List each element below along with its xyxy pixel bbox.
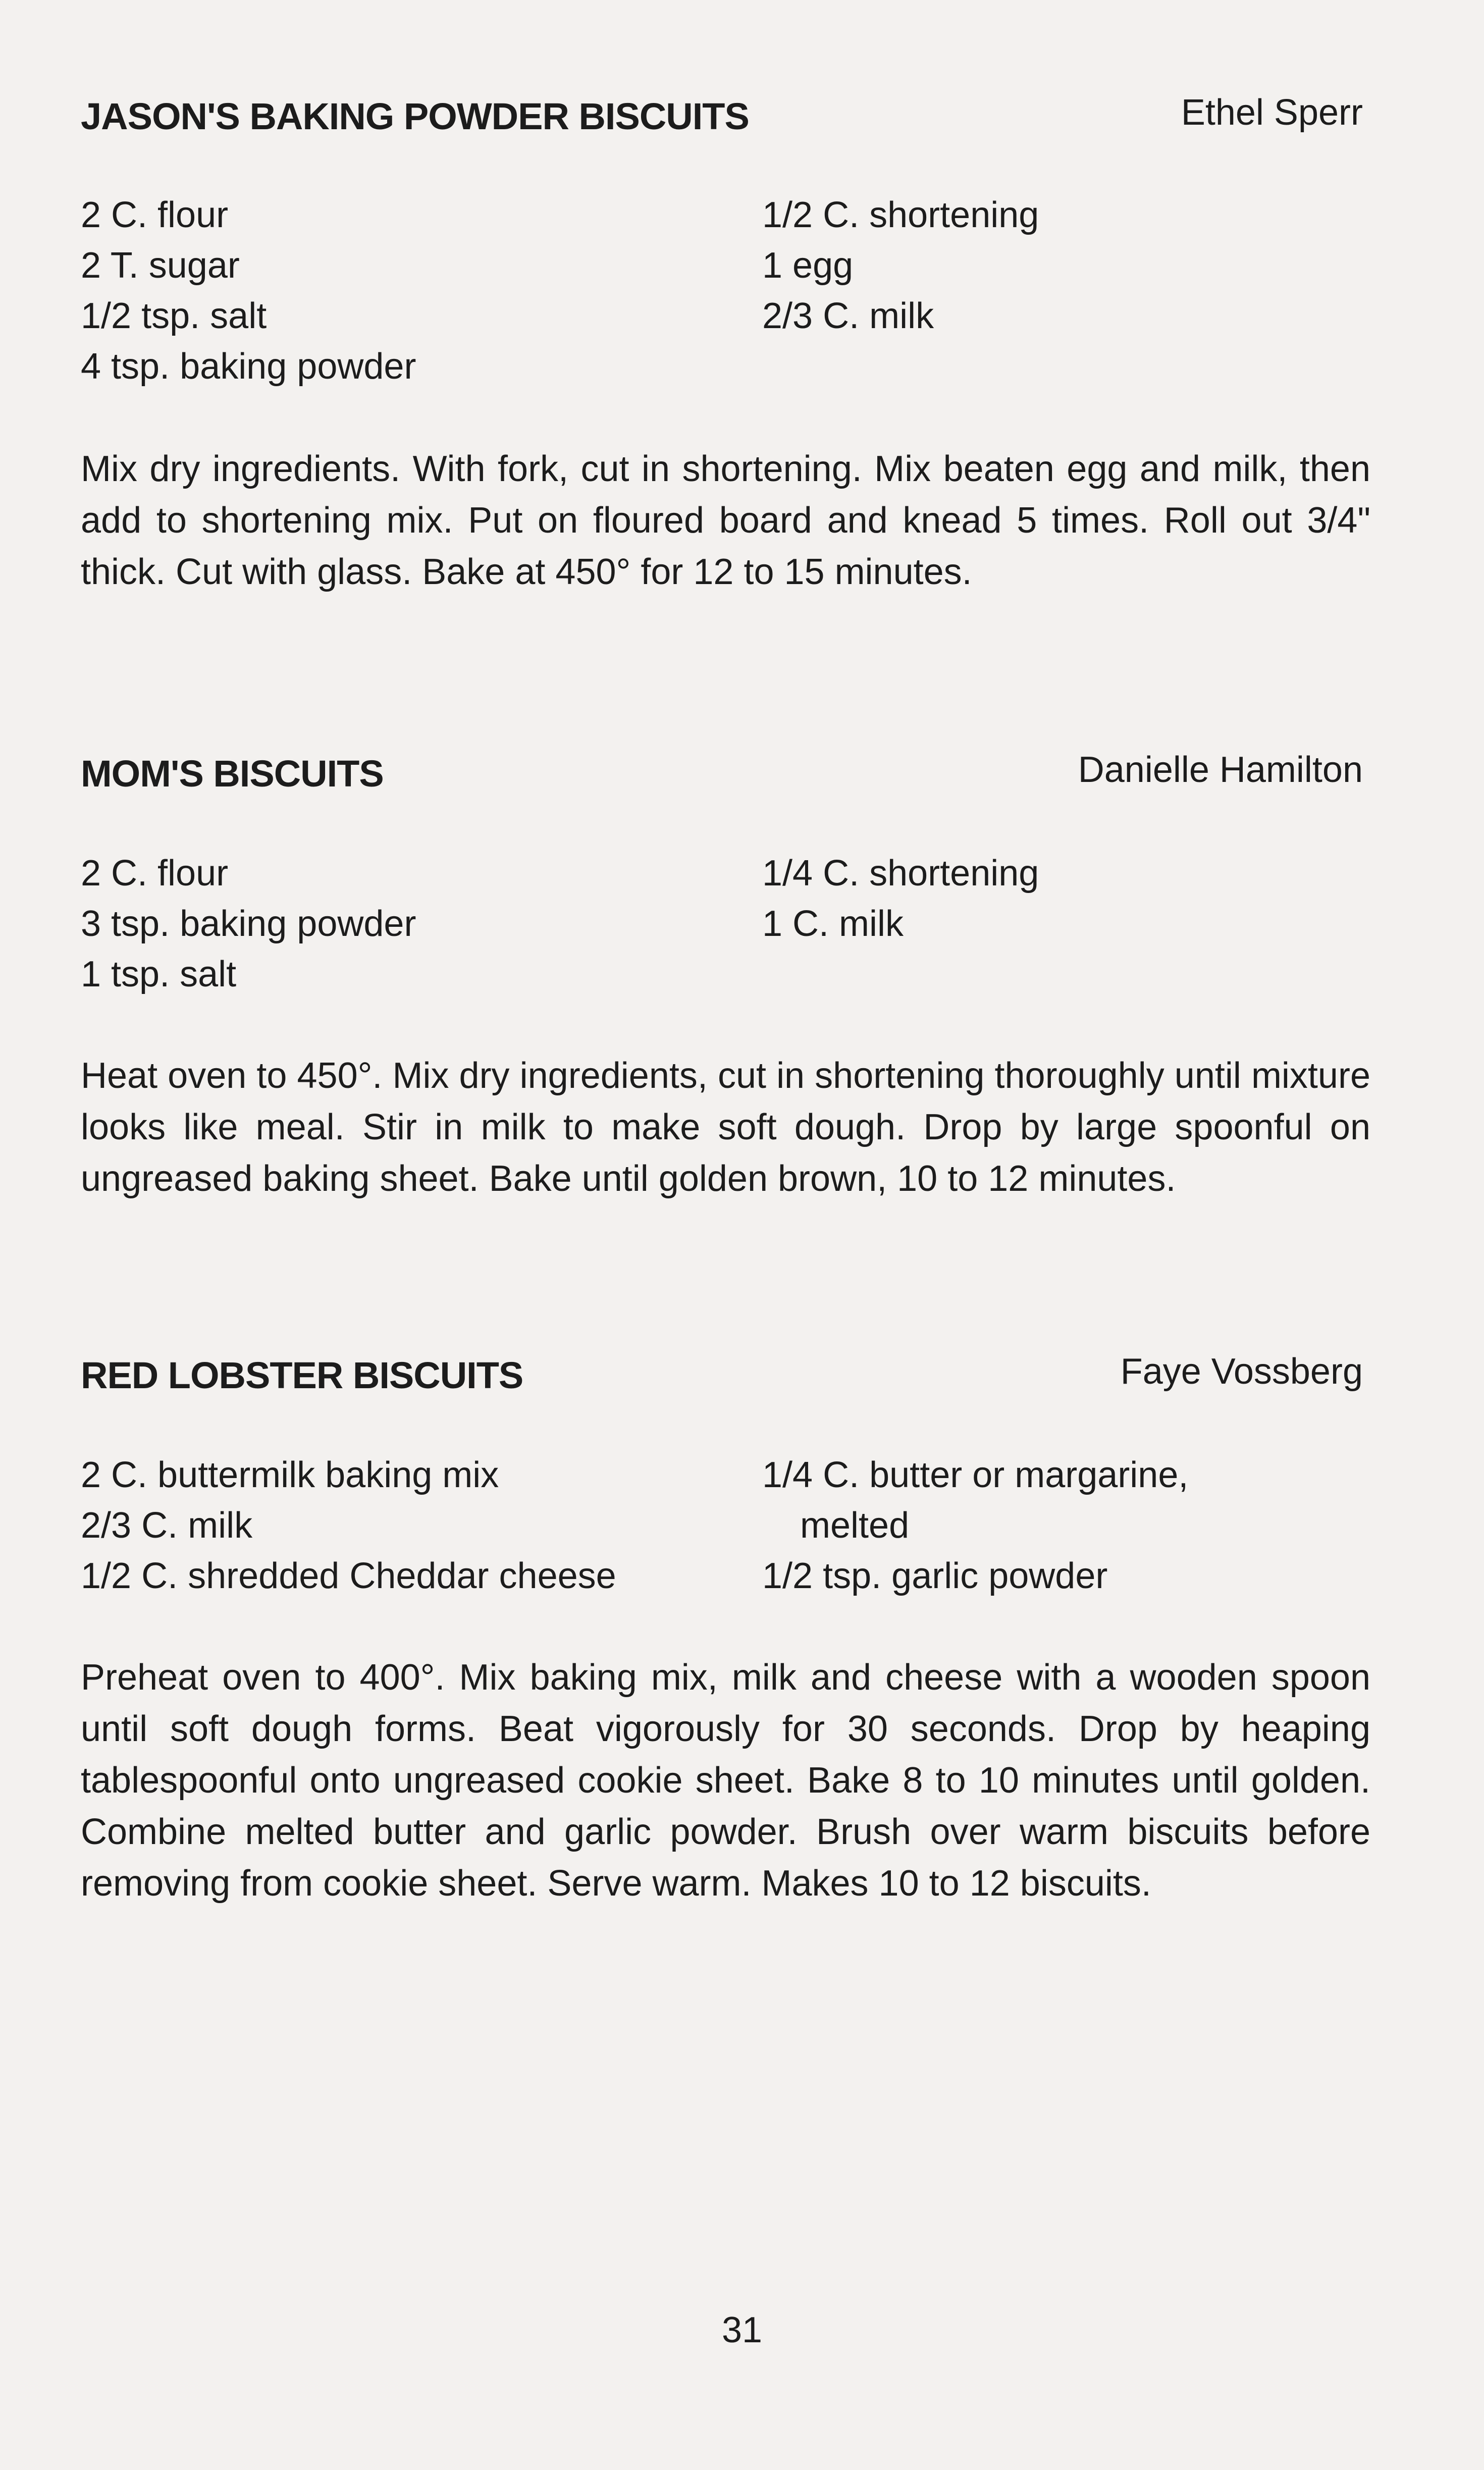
ingredient-item: 1/2 C. shortening [762,195,1039,235]
ingredient-item: 1/2 tsp. garlic powder [762,1556,1108,1596]
recipe-title: MOM'S BISCUITS [81,753,384,795]
page-number: 31 [721,2310,763,2350]
ingredient-column-left [81,848,416,1000]
ingredient-column-left [81,190,416,392]
ingredient-item: 1/2 tsp. salt [81,296,267,336]
recipe-title: RED LOBSTER BISCUITS [81,1354,523,1396]
recipe-header [81,752,1370,808]
ingredient-item: 2 C. flour [81,853,229,894]
recipe-author: Danielle Hamilton [1078,750,1363,790]
recipe-instructions: Preheat oven to 400°. Mix baking mix, milk and cheese with a wooden spoon until soft dough forms. Beat vigorously for 30 seconds. Drop by heaping tablespoonful onto ungreased cookie sheet. Bake 8 to 10 minutes until golden. Combine melted butter and garlic powder. Brush over warm biscuits before removing from cookie sheet. Serve warm. Makes 10 to 12 biscuits. [81,1657,1370,1904]
ingredient-column-right [762,1450,1188,1601]
ingredient-item: 1 C. milk [762,904,904,944]
ingredient-item: 2 C. flour [81,195,229,235]
ingredient-item: 2 C. buttermilk baking mix [81,1455,499,1495]
recipe-instructions: Mix dry ingredients. With fork, cut in shortening. Mix beaten egg and milk, then add to shortening mix. Put on floured board and knead 5 times. Roll out 3/4" thick. Cut with glass. Bake at 450° for 12 to 15 minutes. [81,449,1370,592]
recipe-header [81,92,1370,150]
ingredient-item: 1/4 C. shortening [762,853,1039,894]
ingredient-item: 4 tsp. baking powder [81,346,416,387]
ingredient-column-right [762,848,1039,949]
ingredient-item: 1/2 C. shredded Cheddar cheese [81,1556,616,1596]
ingredient-item: 2/3 C. milk [81,1505,253,1546]
ingredient-item: 3 tsp. baking powder [81,904,416,944]
ingredient-item: melted [800,1505,910,1546]
recipe-red-lobster-biscuits [81,1351,1370,1904]
ingredient-column-left [81,1450,616,1601]
recipe-header [81,1351,1370,1409]
recipe-author: Faye Vossberg [1120,1351,1363,1392]
ingredient-item: 1 egg [762,245,854,286]
recipe-instructions: Heat oven to 450°. Mix dry ingredients, cut in shortening thoroughly until mixture looks like meal. Stir in milk to make soft dough. Drop by large spoonful on ungreased baking sheet. Bake until golden brown, 10 to 12 minutes. [81,1056,1370,1199]
recipe-moms-biscuits [81,750,1370,1199]
ingredient-item: 1/4 C. butter or margarine, [762,1455,1189,1495]
ingredient-item: 1 tsp. salt [81,954,237,994]
recipe-author: Ethel Sperr [1181,92,1363,133]
ingredient-item: 2/3 C. milk [762,296,934,336]
recipe-title: JASON'S BAKING POWDER BISCUITS [81,95,749,137]
ingredient-item: 2 T. sugar [81,245,240,286]
ingredient-column-right [762,190,1039,341]
recipe-jasons-baking-powder-biscuits [81,92,1370,592]
